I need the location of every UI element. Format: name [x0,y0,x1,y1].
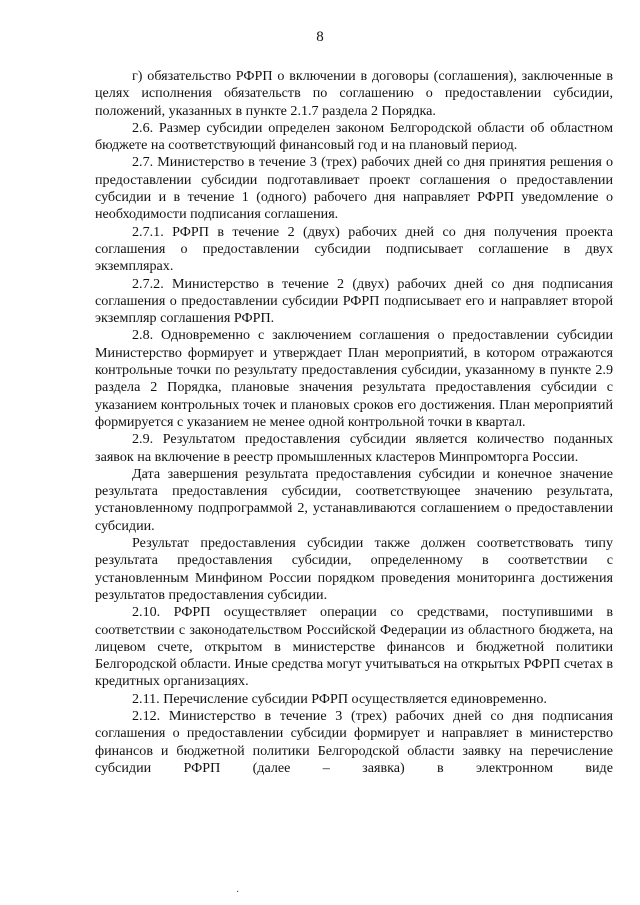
paragraph-2-10: 2.10. РФРП осуществляет операции со средствами, поступившими в соответствии с законодательством Российской Федерации из областного бюджета, на лицевом счете, открытом в министерстве финансов и бюджетной политики Белгородской области. Иные средства могут учитываться на открытых РФРП счетах в кредитных организациях. [95,604,613,690]
paragraph-2-7: 2.7. Министерство в течение 3 (трех) рабочих дней со дня принятия решения о предоставлении субсидии подготавливает проект соглашения о предоставлении субсидии и в течение 1 (одного) рабочего дня направляет РФРП уведомление о необходимости подписания соглашения. [95,154,613,223]
paragraph-2-6: 2.6. Размер субсидии определен законом Белгородской области об областном бюджете на соответствующий финансовый год и на плановый период. [95,119,613,154]
paragraph-result-type: Результат предоставления субсидии также должен соответствовать типу результата предоставления субсидии, определенному в соответствии с установленным Минфином России порядком проведения мониторинга достижения результатов предоставления субсидии. [95,535,613,603]
paragraph-2-8: 2.8. Одновременно с заключением соглашения о предоставлении субсидии Министерство формирует и утверждает План мероприятий, в котором отражаются контрольные точки по результату предоставления субсидии, указанному в пункте 2.9 раздела 2 Порядка, плановые значения результата предоставления субсидии с указанием контрольных точек и плановых сроков его достижения. План мероприятий формируется с указанием не менее одной контрольной точки в квартал. [95,327,613,430]
paragraph-result-date: Дата завершения результата предоставления субсидии и конечное значение результата предоставления субсидии, соответствующее значению результата, установленному подпрограммой 2, устанавливаются соглашением о предоставлении субсидии. [95,465,613,534]
paragraph-g-obligation: г) обязательство РФРП о включении в договоры (соглашения), заключенные в целях исполнения обязательств по соглашению о предоставлении субсидии, положений, указанных в пункте 2.1.7 раздела 2 Порядка. [95,68,613,119]
paragraph-2-7-1: 2.7.1. РФРП в течение 2 (двух) рабочих дней со дня получения проекта соглашения о предоставлении субсидии подписывает соглашение в двух экземплярах. [95,223,613,275]
scan-speck: · [236,887,240,898]
paragraph-2-9: 2.9. Результатом предоставления субсидии является количество поданных заявок на включение в реестр промышленных кластеров Минпромторга России. [95,431,613,465]
paragraph-2-11: 2.11. Перечисление субсидии РФРП осуществляется единовременно. [132,690,547,707]
document-body [95,68,613,777]
paragraph-2-7-2: 2.7.2. Министерство в течение 2 (двух) рабочих дней со дня подписания соглашения о предоставлении субсидии РФРП подписывает его и направляет второй экземпляр соглашения РФРП. [95,275,613,327]
paragraph-2-12: 2.12. Министерство в течение 3 (трех) рабочих дней со дня подписания соглашения о предоставлении субсидии формирует и направляет в министерство финансов и бюджетной политики Белгородской области заявку на перечисление субсидии РФРП (далее – заявка) в электронном виде [95,707,613,776]
page-number: 8 [316,29,324,45]
